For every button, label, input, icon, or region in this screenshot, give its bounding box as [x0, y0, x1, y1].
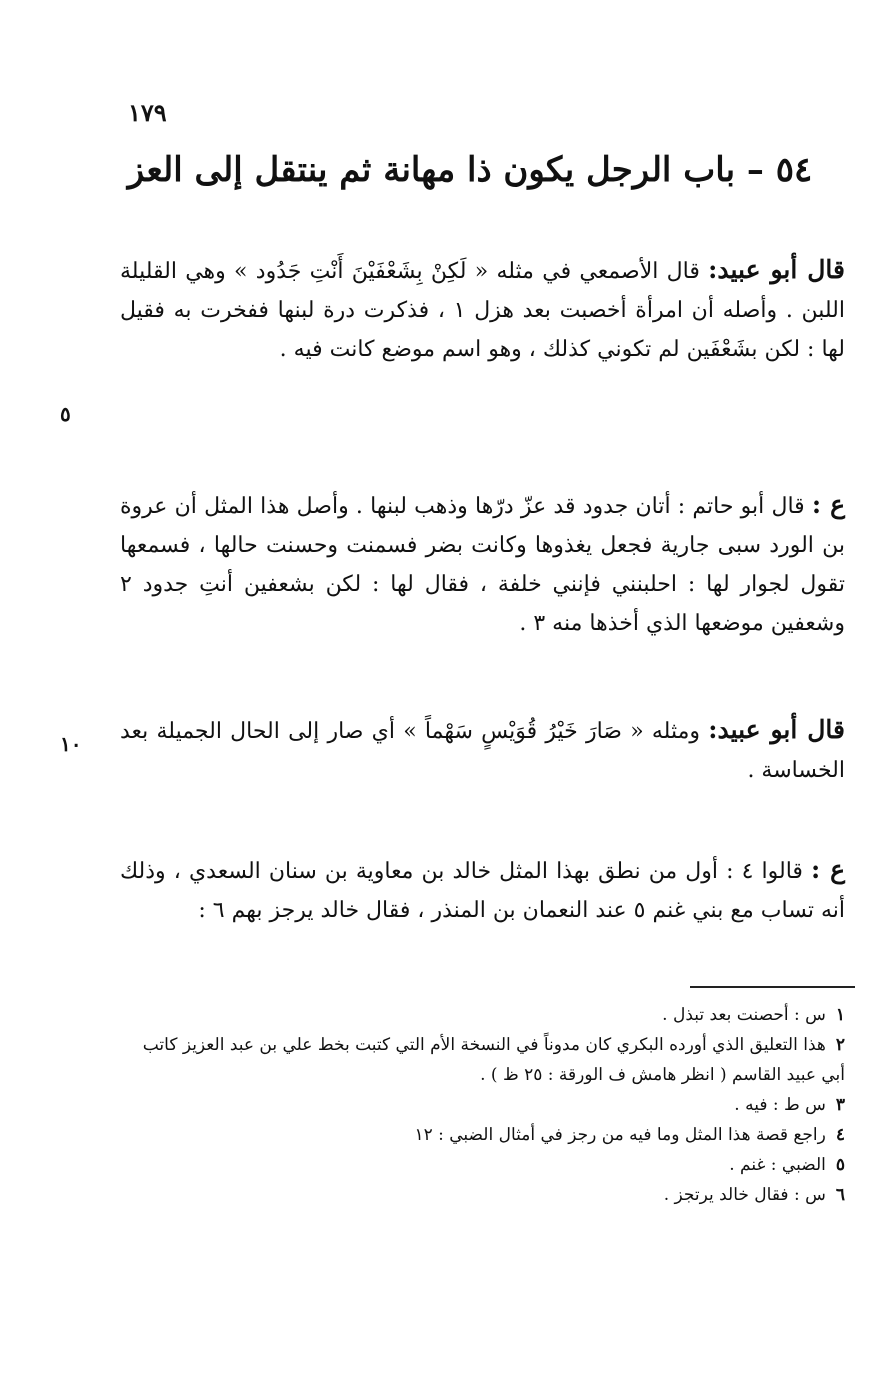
footnote-text: الضبي : غنم . [729, 1155, 826, 1175]
paragraph-text: قال أبو حاتم : أتان جدود قد عزّ درّها وذهب لبنها . وأصل هذا المثل أن عروة بن الورد سبى جارية فجعل يغذوها وكانت بضر فسمنت وحسنت حالها ، فسمعها تقول لجوار لها : احلبنني فإنني خلفة ، فقال لها : لكن بشعفين أنتِ جدود ٢ وشعفين موضعها الذي أخذها منه ٣ . [120, 494, 845, 636]
footnote-text: س ط : فيه . [734, 1095, 826, 1115]
footnote [120, 1000, 845, 1030]
footnote-number: ٥ [835, 1155, 845, 1175]
paragraph-text: قالوا ٤ : أول من نطق بهذا المثل خالد بن معاوية بن سنان السعدي ، وذلك أنه تساب مع بني غنم ٥ عند النعمان بن المنذر ، فقال خالد يرجز بهم ٦ : [120, 859, 845, 923]
footnote-text: س : فقال خالد يرتجز . [663, 1185, 826, 1205]
paragraph-lead: قال أبو عبيد: [708, 255, 845, 284]
footnote-number: ٢ [835, 1035, 845, 1055]
chapter-title: ٥٤ – باب الرجل يكون ذا مهانة ثم ينتقل إلى العز [127, 150, 813, 190]
footnote [120, 1030, 845, 1090]
paragraph [120, 250, 845, 369]
paragraph-text: ومثله « صَارَ خَيْرُ قُوَيْسٍ سَهْماً » أي صار إلى الحال الجميلة بعد الخساسة . [120, 719, 845, 783]
paragraph [120, 710, 845, 790]
footnote-divider [690, 986, 855, 988]
page-number: ١٧٩ [128, 98, 167, 127]
paragraph-lead: ع : [811, 490, 845, 519]
footnote [120, 1150, 845, 1180]
footnote [120, 1180, 845, 1210]
line-number: ٥ [60, 402, 71, 426]
line-number: ١٠ [60, 732, 82, 756]
footnote-text: راجع قصة هذا المثل وما فيه من رجز في أمثال الضبي : ١٢ [414, 1125, 826, 1145]
paragraph-lead: ع : [811, 855, 845, 884]
footnote [120, 1090, 845, 1120]
paragraph-lead: قال أبو عبيد: [708, 715, 845, 744]
paragraph [120, 485, 845, 643]
footnote-text: س : أحصنت بعد تبذل . [662, 1005, 826, 1025]
footnote-text: هذا التعليق الذي أورده البكري كان مدوناً في النسخة الأم التي كتبت بخط علي بن عبد العزيز كاتب أبي عبيد القاسم ( انظر هامش ف الورقة : ٢٥ ظ ) . [142, 1035, 845, 1085]
footnote-number: ٤ [835, 1125, 845, 1145]
footnote [120, 1120, 845, 1150]
paragraph [120, 850, 845, 930]
footnote-number: ١ [835, 1005, 845, 1025]
footnote-number: ٦ [835, 1185, 845, 1205]
footnote-number: ٣ [835, 1095, 845, 1115]
paragraph-text: قال الأصمعي في مثله « لَكِنْ بِشَعْفَيْنَ أَنْتِ جَدُود » وهي القليلة اللبن . وأصله أن امرأة أخصبت بعد هزل ١ ، فذكرت درة لبنها ففخرت به فقيل لها : لكن بشَعْفَين لم تكوني كذلك ، وهو اسم موضع كانت فيه . [120, 259, 845, 362]
footnotes [120, 1000, 845, 1210]
